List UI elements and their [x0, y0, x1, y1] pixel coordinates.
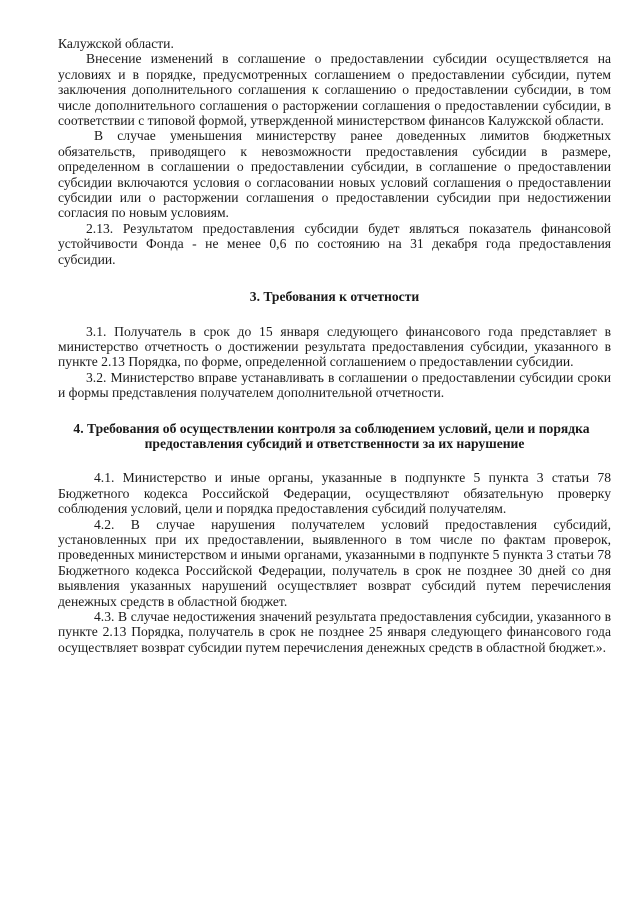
- paragraph: Калужской области.: [58, 36, 174, 51]
- paragraph: 4.1. Министерство и иные органы, указанные в подпункте 5 пункта 3 статьи 78 Бюджетного кодекса Российской Федерации, осуществляют обязательную проверку соблюдения условий, цели и порядка предоставления субсидий получателям.: [58, 470, 611, 517]
- section-heading: [58, 421, 611, 452]
- section-heading-line: предоставления субсидий и ответственности за их нарушение: [144, 435, 525, 451]
- paragraph: 4.3. В случае недостижения значений результата предоставления субсидии, указанного в пункте 2.13 Порядка, получатель в срок не позднее 25 января следующего финансового года осуществляет возврат субсидии путем перечисления денежных средств в областной бюджет.».: [58, 609, 611, 655]
- paragraph: В случае уменьшения министерству ранее доведенных лимитов бюджетных обязательств, приводящего к невозможности предоставления субсидии в размере, определенном в соглашении о предоставлении субсидии, в соглашение о предоставлении субсидии включаются условия о согласовании новых условий соглашения о предоставлении субсидии или о расторжении соглашения о предоставлении субсидии при недостижении согласия по новым условиям.: [58, 128, 611, 221]
- paragraph: Внесение изменений в соглашение о предоставлении субсидии осуществляется на условиях и в порядке, предусмотренных соглашением о предоставлении субсидии, путем заключения дополнительного соглашения к соглашению о предоставлении субсидии, в том числе дополнительного соглашения о расторжении соглашения о предоставлении субсидии, в соответствии с типовой формой, утвержденной министерством финансов Калужской области.: [58, 51, 611, 129]
- section-heading-line: 4. Требования об осуществлении контроля за соблюдением условий, цели и порядка: [73, 420, 590, 436]
- paragraph: 4.2. В случае нарушения получателем условий предоставления субсидий, установленных при их предоставлении, выявленного в том числе по фактам проверок, проведенных министерством и иными органами, указанными в подпункте 5 пункта 3 статьи 78 Бюджетного кодекса Российской Федерации, получатель в срок не позднее 30 дней со дня выявления указанных нарушений осуществляет возврат субсидий путем перечисления денежных средств в областной бюджет.: [58, 516, 611, 609]
- paragraph: 3.2. Министерство вправе устанавливать в соглашении о предоставлении субсидии сроки и формы представления получателем дополнительной отчетности.: [58, 369, 611, 401]
- paragraph: 3.1. Получатель в срок до 15 января следующего финансового года представляет в министерство отчетность о достижении результата предоставления субсидии, указанного в пункте 2.13 Порядка, по форме, определенной соглашением о предоставлении субсидии.: [58, 323, 611, 370]
- section-heading: 3. Требования к отчетности: [249, 289, 420, 305]
- paragraph: 2.13. Результатом предоставления субсидии будет являться показатель финансовой устойчивости Фонда - не менее 0,6 по состоянию на 31 декабря года предоставления субсидии.: [58, 220, 611, 267]
